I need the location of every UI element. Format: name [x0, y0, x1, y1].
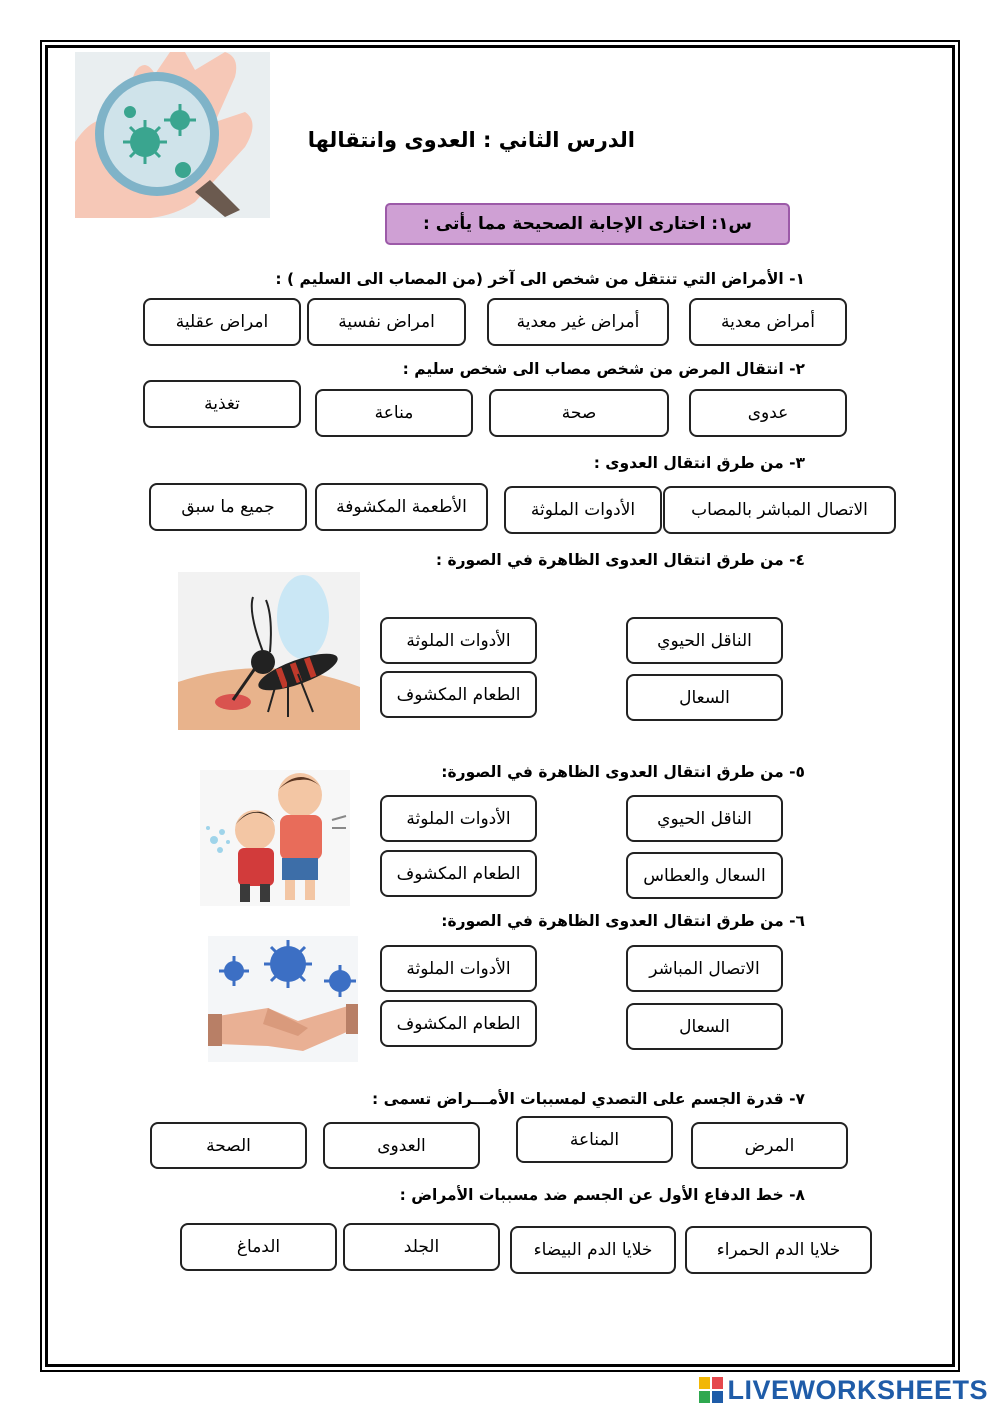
question-header: س١: اختارى الإجابة الصحيحة مما يأتى :	[385, 203, 790, 245]
q2-option-1[interactable]: عدوى	[689, 389, 847, 437]
q8-option-4[interactable]: الدماغ	[180, 1223, 337, 1271]
q6-option-1[interactable]: الاتصال المباشر	[626, 945, 783, 992]
handshake-virus-image	[208, 936, 358, 1062]
q2-option-4[interactable]: تغذية	[143, 380, 301, 428]
q3-option-4[interactable]: جميع ما سبق	[149, 483, 307, 531]
liveworksheets-logo-icon	[699, 1377, 723, 1403]
question-6-text: ٦- من طرق انتقال العدوى الظاهرة في الصورة:	[441, 912, 805, 930]
sneezing-children-image	[200, 770, 350, 906]
q2-option-2[interactable]: صحة	[489, 389, 669, 437]
q7-option-2[interactable]: المناعة	[516, 1116, 673, 1163]
question-3-text: ٣- من طرق انتقال العدوى :	[593, 454, 805, 472]
q8-option-2[interactable]: خلايا الدم البيضاء	[510, 1226, 676, 1274]
question-2-text: ٢- انتقال المرض من شخص مصاب الى شخص سليم :	[402, 360, 805, 378]
q3-option-2[interactable]: الأدوات الملوثة	[504, 486, 662, 534]
q6-option-3[interactable]: السعال	[626, 1003, 783, 1050]
q1-option-1[interactable]: أمراض معدية	[689, 298, 847, 346]
q1-option-4[interactable]: امراض عقلية	[143, 298, 301, 346]
q6-option-4[interactable]: الطعام المكشوف	[380, 1000, 537, 1047]
q1-option-3[interactable]: امراض نفسية	[307, 298, 466, 346]
q3-option-1[interactable]: الاتصال المباشر بالمصاب	[663, 486, 896, 534]
q5-option-1[interactable]: الناقل الحيوي	[626, 795, 783, 842]
brand-name: LIVEWORKSHEETS	[727, 1374, 988, 1405]
question-8-text: ٨- خط الدفاع الأول عن الجسم ضد مسببات الأمراض :	[399, 1186, 805, 1204]
mosquito-image	[178, 572, 360, 730]
q2-option-3[interactable]: مناعة	[315, 389, 473, 437]
q7-option-1[interactable]: المرض	[691, 1122, 848, 1169]
q1-option-2[interactable]: أمراض غير معدية	[487, 298, 669, 346]
q5-option-2[interactable]: الأدوات الملوثة	[380, 795, 537, 842]
q7-option-3[interactable]: العدوى	[323, 1122, 480, 1169]
q5-option-4[interactable]: الطعام المكشوف	[380, 850, 537, 897]
q8-option-1[interactable]: خلايا الدم الحمراء	[685, 1226, 872, 1274]
q4-option-1[interactable]: الناقل الحيوي	[626, 617, 783, 664]
question-7-text: ٧- قدرة الجسم على التصدي لمسببات الأمـــراض تسمى :	[371, 1090, 805, 1108]
q5-option-3[interactable]: السعال والعطاس	[626, 852, 783, 899]
question-5-text: ٥- من طرق انتقال العدوى الظاهرة في الصورة:	[441, 763, 805, 781]
question-1-text: ١- الأمراض التي تنتقل من شخص الى آخر (من المصاب الى السليم ) :	[275, 270, 805, 288]
q4-option-3[interactable]: السعال	[626, 674, 783, 721]
liveworksheets-logo	[699, 1375, 988, 1405]
q3-option-3[interactable]: الأطعمة المكشوفة	[315, 483, 488, 531]
q4-option-4[interactable]: الطعام المكشوف	[380, 671, 537, 718]
q4-option-2[interactable]: الأدوات الملوثة	[380, 617, 537, 664]
question-4-text: ٤- من طرق انتقال العدوى الظاهرة في الصورة :	[435, 551, 805, 569]
q7-option-4[interactable]: الصحة	[150, 1122, 307, 1169]
q8-option-3[interactable]: الجلد	[343, 1223, 500, 1271]
magnifier-virus-image	[75, 52, 270, 218]
q6-option-2[interactable]: الأدوات الملوثة	[380, 945, 537, 992]
lesson-title: الدرس الثاني : العدوى وانتقالها	[307, 128, 635, 152]
